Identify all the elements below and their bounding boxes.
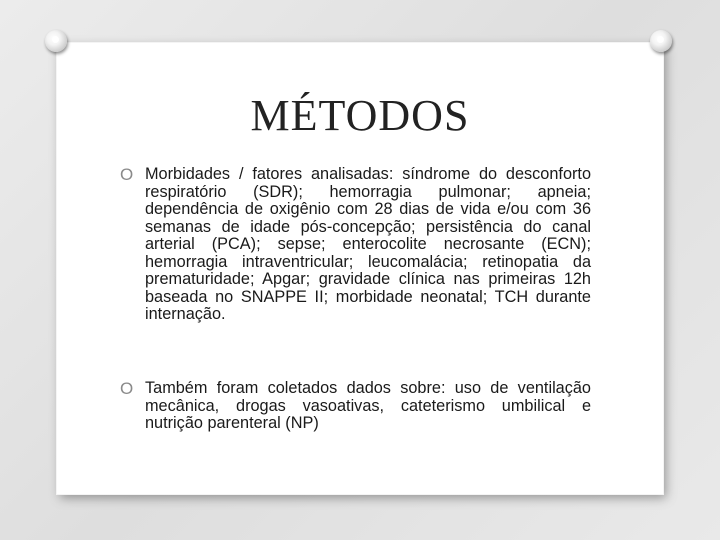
pushpin-icon	[45, 30, 67, 52]
bullet-marker-icon: O	[120, 165, 134, 184]
bullet-text: Morbidades / fatores analisadas: síndrome do desconforto respiratório (SDR); hemorragia pulmonar; apneia; dependência de oxigênio com 28 dias de vida e/ou com 36 semanas de idade pós-concepção; persistência do canal arterial (PCA); sepse; enterocolite necrosante (ECN); hemorragia intraventricular; leucomalácia; retinopatia da prematuridade; Apgar; gravidade clínica nas primeiras 12h baseada no SNAPPE II; morbidade neonatal; TCH durante internação.	[145, 165, 591, 323]
bullet-marker-icon: O	[120, 379, 134, 398]
pushpin-icon	[650, 30, 672, 52]
bullet-text: Também foram coletados dados sobre: uso de ventilação mecânica, drogas vasoativas, cateterismo umbilical e nutrição parenteral (NP)	[145, 379, 591, 432]
slide-title: MÉTODOS	[250, 91, 470, 140]
